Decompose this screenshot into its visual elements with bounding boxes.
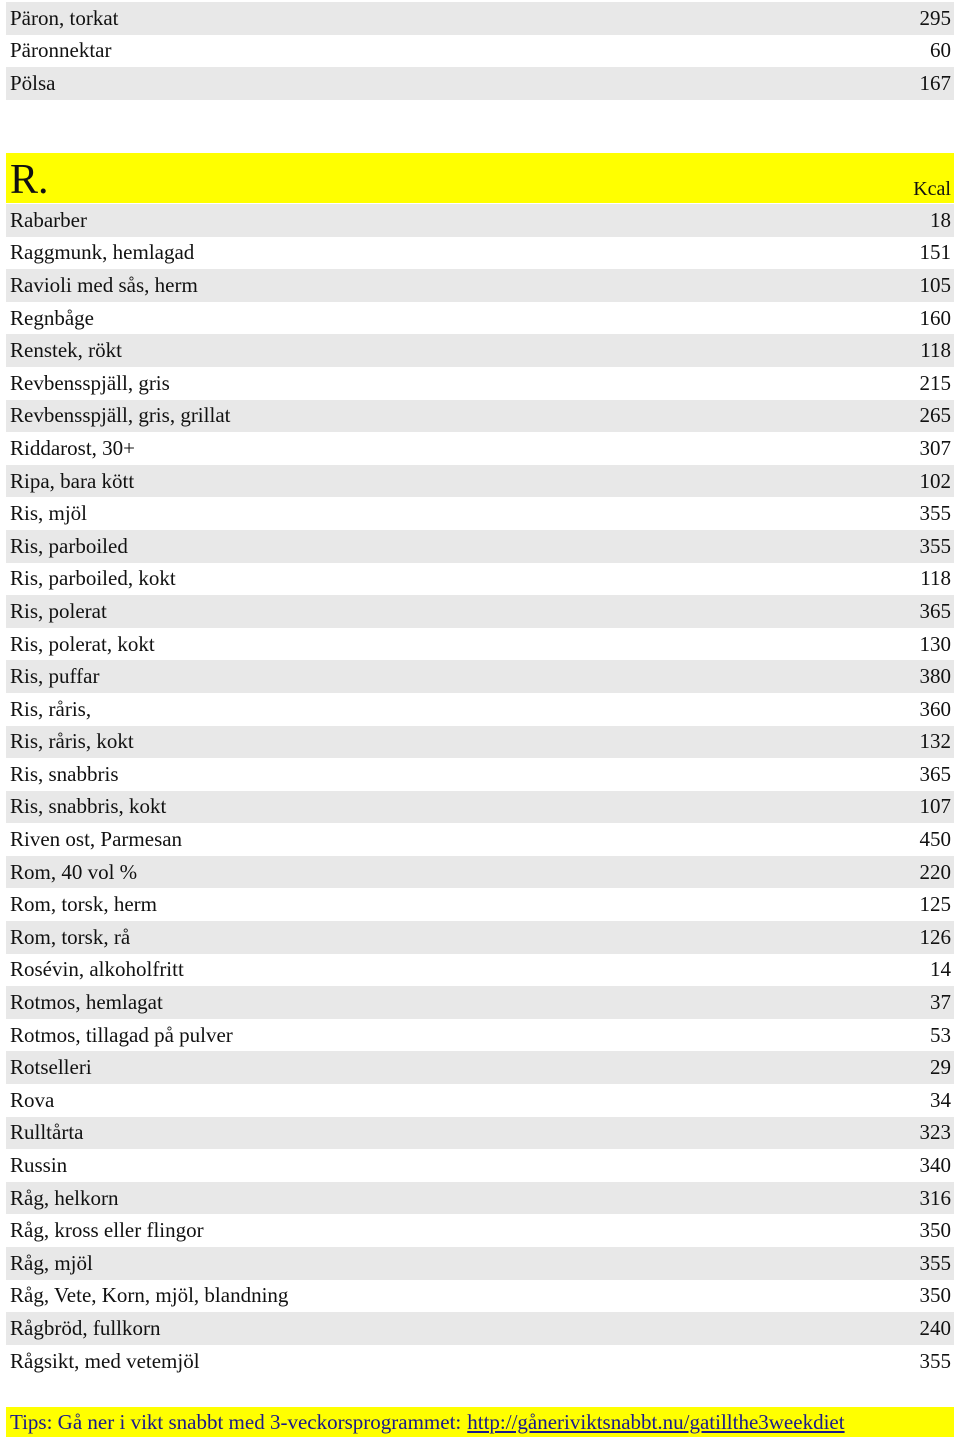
kcal-value: 316 — [919, 1185, 951, 1210]
kcal-value: 350 — [919, 1283, 951, 1308]
food-name: Råg, kross eller flingor — [10, 1218, 204, 1243]
kcal-value: 215 — [919, 370, 951, 395]
kcal-value: 265 — [919, 403, 951, 428]
kcal-value: 130 — [919, 631, 951, 656]
kcal-value: 37 — [930, 990, 951, 1015]
kcal-value: 365 — [919, 761, 951, 786]
table-row — [6, 856, 954, 889]
kcal-value: 240 — [919, 1315, 951, 1340]
food-name: Ripa, bara kött — [10, 468, 135, 493]
food-name: Ris, snabbris — [10, 761, 119, 786]
table-row — [6, 986, 954, 1019]
table-row — [6, 1019, 954, 1052]
kcal-value: 118 — [920, 566, 951, 591]
table-row — [6, 1117, 954, 1150]
kcal-value: 29 — [930, 1055, 951, 1080]
kcal-value: 53 — [930, 1022, 951, 1047]
section-header — [6, 153, 954, 203]
table-row — [6, 660, 954, 693]
food-name: Rom, torsk, herm — [10, 892, 157, 917]
food-name: Ris, parboiled, kokt — [10, 566, 176, 591]
food-name: Ris, snabbris, kokt — [10, 794, 167, 819]
unit-label: Kcal — [913, 178, 951, 200]
section-letter: R. — [10, 157, 49, 203]
food-name: Regnbåge — [10, 305, 94, 330]
food-name: Rågsikt, med vetemjöl — [10, 1348, 200, 1373]
kcal-value: 340 — [919, 1153, 951, 1178]
kcal-value: 355 — [919, 1348, 951, 1373]
food-name: Revbensspjäll, gris, grillat — [10, 403, 231, 428]
kcal-value: 323 — [919, 1120, 951, 1145]
table-row — [6, 1182, 954, 1215]
food-name: Ris, mjöl — [10, 501, 88, 526]
table-row — [6, 334, 954, 367]
food-name: Rabarber — [10, 207, 87, 232]
table-row — [6, 1345, 954, 1378]
table-row — [6, 563, 954, 596]
kcal-value: 160 — [919, 305, 951, 330]
tips-link[interactable]: http://gåneriviktsnabbt.nu/gatillthe3weekdiet — [467, 1409, 845, 1434]
food-name: Rom, torsk, rå — [10, 924, 131, 949]
table-row — [6, 530, 954, 563]
kcal-value: 125 — [919, 892, 951, 917]
table-row — [6, 1280, 954, 1313]
food-name: Ris, polerat — [10, 598, 107, 623]
food-name: Pölsa — [10, 70, 56, 95]
food-name: Rulltårta — [10, 1120, 84, 1145]
table-row — [6, 1051, 954, 1084]
kcal-value: 360 — [919, 696, 951, 721]
table-row — [6, 237, 954, 270]
kcal-value: 151 — [919, 240, 951, 265]
food-name: Päronnektar — [10, 38, 112, 63]
food-calorie-table — [6, 204, 954, 1377]
kcal-value: 60 — [930, 38, 951, 63]
food-name: Ris, polerat, kokt — [10, 631, 155, 656]
food-name: Revbensspjäll, gris — [10, 370, 170, 395]
kcal-value: 450 — [919, 827, 951, 852]
kcal-value: 380 — [919, 664, 951, 689]
food-name: Rotmos, tillagad på pulver — [10, 1022, 233, 1047]
kcal-value: 102 — [919, 468, 951, 493]
kcal-value: 295 — [919, 5, 951, 30]
food-name: Päron, torkat — [10, 5, 119, 30]
table-row — [6, 1214, 954, 1247]
kcal-value: 167 — [919, 70, 951, 95]
table-row — [6, 921, 954, 954]
food-name: Riddarost, 30+ — [10, 435, 136, 460]
kcal-value: 14 — [930, 957, 951, 982]
food-name: Raggmunk, hemlagad — [10, 240, 195, 265]
table-row — [6, 269, 954, 302]
kcal-value: 355 — [919, 501, 951, 526]
food-name: Rågbröd, fullkorn — [10, 1315, 161, 1340]
food-name: Rova — [10, 1087, 55, 1112]
food-name: Rosévin, alkoholfritt — [10, 957, 184, 982]
food-name: Rom, 40 vol % — [10, 859, 138, 884]
food-name: Riven ost, Parmesan — [10, 827, 183, 852]
food-name: Ris, parboiled — [10, 533, 128, 558]
table-row — [6, 1149, 954, 1182]
kcal-value: 132 — [919, 729, 951, 754]
food-name: Ris, råris, kokt — [10, 729, 134, 754]
table-row — [6, 823, 954, 856]
kcal-value: 107 — [919, 794, 951, 819]
kcal-value: 126 — [919, 924, 951, 949]
tips-banner — [6, 1407, 954, 1437]
table-row — [6, 497, 954, 530]
food-name: Ravioli med sås, herm — [10, 272, 198, 297]
food-name: Rotmos, hemlagat — [10, 990, 163, 1015]
table-row — [6, 367, 954, 400]
table-row — [6, 888, 954, 921]
table-row — [6, 400, 954, 433]
table-row — [6, 954, 954, 987]
kcal-value: 307 — [919, 435, 951, 460]
table-row — [6, 791, 954, 824]
food-name: Ris, puffar — [10, 664, 100, 689]
kcal-value: 220 — [919, 859, 951, 884]
food-name: Renstek, rökt — [10, 338, 122, 363]
food-name: Ris, råris, — [10, 696, 92, 721]
food-name: Råg, helkorn — [10, 1185, 119, 1210]
table-row — [6, 302, 954, 335]
kcal-value: 350 — [919, 1218, 951, 1243]
kcal-value: 355 — [919, 1250, 951, 1275]
food-name: Russin — [10, 1153, 68, 1178]
kcal-value: 34 — [930, 1087, 951, 1112]
table-row — [6, 628, 954, 661]
table-row — [6, 204, 954, 237]
table-row — [6, 2, 954, 35]
table-row — [6, 432, 954, 465]
table-row — [6, 1247, 954, 1280]
tips-text: Tips: Gå ner i vikt snabbt med 3-veckorsprogrammet: — [10, 1409, 462, 1434]
kcal-value: 355 — [919, 533, 951, 558]
table-row — [6, 693, 954, 726]
food-name: Råg, mjöl — [10, 1250, 93, 1275]
kcal-value: 18 — [930, 207, 951, 232]
table-row — [6, 1312, 954, 1345]
food-name: Råg, Vete, Korn, mjöl, blandning — [10, 1283, 289, 1308]
table-row — [6, 465, 954, 498]
kcal-value: 365 — [919, 598, 951, 623]
table-row — [6, 726, 954, 759]
food-name: Rotselleri — [10, 1055, 92, 1080]
table-row — [6, 758, 954, 791]
table-row — [6, 1084, 954, 1117]
table-row — [6, 595, 954, 628]
table-row — [6, 67, 954, 100]
previous-section-table — [6, 2, 954, 100]
kcal-value: 105 — [919, 272, 951, 297]
kcal-value: 118 — [920, 338, 951, 363]
table-row — [6, 35, 954, 68]
